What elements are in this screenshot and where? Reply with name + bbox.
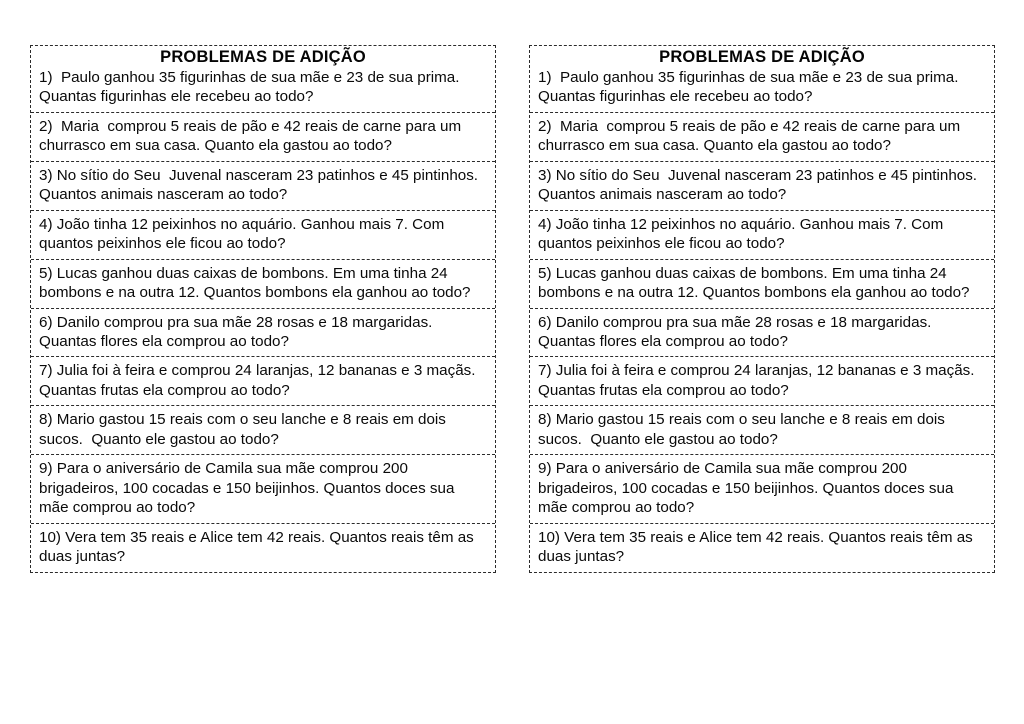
worksheet-title-left: PROBLEMAS DE ADIÇÃO (160, 48, 366, 66)
problem-item: 6) Danilo comprou pra sua mãe 28 rosas e 18 margaridas. Quantas flores ela comprou ao todo? (530, 309, 994, 358)
problem-item: 8) Mario gastou 15 reais com o seu lanche e 8 reais em dois sucos. Quanto ele gastou ao todo? (31, 406, 495, 455)
worksheet-columns-container (30, 45, 995, 685)
worksheet-card-left (30, 45, 496, 573)
problem-item: 5) Lucas ganhou duas caixas de bombons. Em uma tinha 24 bombons e na outra 12. Quantos bombons ela ganhou ao todo? (31, 260, 495, 309)
problem-item: 9) Para o aniversário de Camila sua mãe comprou 200 brigadeiros, 100 cocadas e 150 beijinhos. Quantos doces sua mãe comprou ao todo? (31, 455, 495, 523)
problem-item: 10) Vera tem 35 reais e Alice tem 42 reais. Quantos reais têm as duas juntas? (538, 528, 977, 566)
problem-list-right (530, 67, 994, 573)
problem-item: 4) João tinha 12 peixinhos no aquário. Ganhou mais 7. Com quantos peixinhos ele ficou ao todo? (530, 211, 994, 260)
problem-list-left (31, 67, 495, 573)
problem-item: 7) Julia foi à feira e comprou 24 laranjas, 12 bananas e 3 maçãs. Quantas frutas ela comprou ao todo? (31, 357, 495, 406)
problem-item: 2) Maria comprou 5 reais de pão e 42 reais de carne para um churrasco em sua casa. Quanto ela gastou ao todo? (530, 113, 994, 162)
problem-item: 10) Vera tem 35 reais e Alice tem 42 reais. Quantos reais têm as duas juntas? (39, 528, 478, 566)
problem-item: 4) João tinha 12 peixinhos no aquário. Ganhou mais 7. Com quantos peixinhos ele ficou ao todo? (31, 211, 495, 260)
problem-item: 2) Maria comprou 5 reais de pão e 42 reais de carne para um churrasco em sua casa. Quanto ela gastou ao todo? (31, 113, 495, 162)
problem-item: 3) No sítio do Seu Juvenal nasceram 23 patinhos e 45 pintinhos. Quantos animais nasceram ao todo? (530, 162, 994, 211)
worksheet-card-right (529, 45, 995, 573)
problem-item: 9) Para o aniversário de Camila sua mãe comprou 200 brigadeiros, 100 cocadas e 150 beijinhos. Quantos doces sua mãe comprou ao todo? (530, 455, 994, 523)
problem-item: 7) Julia foi à feira e comprou 24 laranjas, 12 bananas e 3 maçãs. Quantas frutas ela comprou ao todo? (530, 357, 994, 406)
problem-item: 5) Lucas ganhou duas caixas de bombons. Em uma tinha 24 bombons e na outra 12. Quantos bombons ela ganhou ao todo? (530, 260, 994, 309)
problem-item: 6) Danilo comprou pra sua mãe 28 rosas e 18 margaridas. Quantas flores ela comprou ao todo? (31, 309, 495, 358)
problem-item: 1) Paulo ganhou 35 figurinhas de sua mãe e 23 de sua prima. Quantas figurinhas ele recebeu ao todo? (31, 67, 495, 113)
worksheet-title-right: PROBLEMAS DE ADIÇÃO (659, 48, 865, 66)
problem-item: 8) Mario gastou 15 reais com o seu lanche e 8 reais em dois sucos. Quanto ele gastou ao todo? (530, 406, 994, 455)
problem-item: 1) Paulo ganhou 35 figurinhas de sua mãe e 23 de sua prima. Quantas figurinhas ele recebeu ao todo? (530, 67, 994, 113)
problem-item: 3) No sítio do Seu Juvenal nasceram 23 patinhos e 45 pintinhos. Quantos animais nasceram ao todo? (31, 162, 495, 211)
